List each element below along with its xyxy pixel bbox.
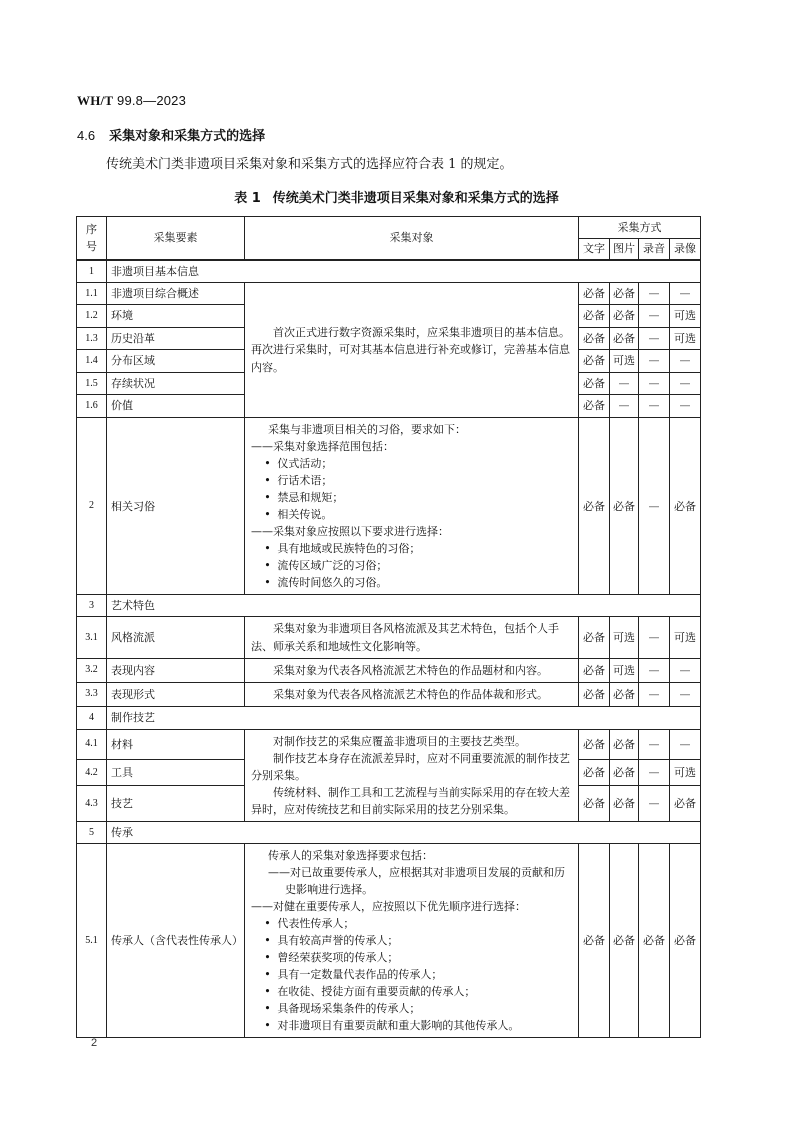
mode-cell: 必备 [579,658,610,682]
row-element: 非遗项目综合概述 [107,283,245,305]
standard-code-prefix: WH/T [77,93,114,108]
row-element: 工具 [107,759,245,786]
row-seq: 4.1 [77,729,107,759]
object-text: 采集对象为代表各风格流派艺术特色的作品题材和内容。 [273,663,548,677]
header-object: 采集对象 [245,217,579,260]
object-bullet: • 具备现场采集条件的传承人； [251,1000,572,1017]
mode-cell: 必备 [579,617,610,658]
mode-cell: 必备 [579,729,610,759]
mode-cell: 必备 [610,759,639,786]
clause-number: 4.6 [77,128,96,143]
mode-cell: 必备 [610,843,639,1038]
object-dash-item [251,523,572,540]
row-object [245,617,579,658]
table-row [77,729,701,759]
table-row [77,682,701,706]
body-paragraph: 传统美术门类非遗项目采集对象和采集方式的选择应符合表 1 的规定。 [106,157,513,172]
row-seq: 3 [77,595,107,617]
object-intro: 传承人的采集对象选择要求包括： [268,848,434,862]
mode-cell: — [639,658,670,682]
mode-cell: — [639,729,670,759]
section-title: 传承 [107,821,701,843]
table-row [77,617,701,658]
mode-cell: 可选 [610,617,639,658]
mode-cell: 必备 [610,729,639,759]
table-row [77,418,701,595]
object-dash-item [251,864,572,898]
mode-cell: 必备 [579,350,610,373]
header-mode: 采集方式 [579,217,701,239]
object-text: 对制作技艺的采集应覆盖非遗项目的主要技艺类型。 [273,734,526,748]
object-dash-item [251,898,572,915]
row-object [245,658,579,682]
object-bullet: • 行话术语； [251,472,572,489]
mode-cell: 必备 [610,283,639,305]
mode-cell: 必备 [579,759,610,786]
object-bullet: • 禁忌和规矩； [251,489,572,506]
table-row [77,658,701,682]
table-row [77,843,701,1038]
mode-cell: — [610,395,639,418]
mode-cell: 必备 [579,418,610,595]
header-mode-audio: 录音 [639,239,670,260]
object-text: 传统材料、制作工具和工艺流程与当前实际采用的存在较大差异时，应对传统技艺和目前实际采用的技艺分别采集。 [251,785,570,816]
row-element: 分布区域 [107,350,245,373]
row-seq: 4.3 [77,786,107,821]
object-bullet: • 曾经荣获奖项的传承人； [251,949,572,966]
mode-cell: — [639,786,670,821]
header-seq: 序号 [77,217,107,260]
header-element: 采集要素 [107,217,245,260]
object-bullet: • 具有较高声誉的传承人； [251,932,572,949]
mode-cell: 必备 [610,418,639,595]
row-seq: 1 [77,260,107,283]
object-dash-text: 对已故重要传承人，应根据其对非遗项目发展的贡献和历史影响进行选择。 [285,865,566,896]
mode-cell: — [670,658,701,682]
mode-cell: 必备 [579,843,610,1038]
row-seq: 1.6 [77,395,107,418]
object-text: 制作技艺本身存在流派差异时，应对不同重要流派的制作技艺分别采集。 [251,751,570,782]
row-element: 技艺 [107,786,245,821]
row-seq: 1.4 [77,350,107,373]
mode-cell: 必备 [579,328,610,350]
section-row [77,706,701,729]
mode-cell: 可选 [670,305,701,328]
object-bullet: • 流传区域广泛的习俗； [251,557,572,574]
page-number: 2 [91,1037,98,1049]
mode-cell: 必备 [610,305,639,328]
section-title: 非遗项目基本信息 [107,260,701,283]
mode-cell: 必备 [610,328,639,350]
section-row [77,260,701,283]
table-row [77,283,701,305]
mode-cell: 可选 [670,617,701,658]
object-text: 采集对象为非遗项目各风格流派及其艺术特色，包括个人手法、师承关系和地域性文化影响等。 [251,622,559,653]
table-number: 表 1 [234,191,261,206]
mode-cell: — [670,682,701,706]
object-bullet: • 在收徒、授徒方面有重要贡献的传承人； [251,983,572,1000]
mode-cell: 必备 [610,682,639,706]
mode-cell: 可选 [670,328,701,350]
mode-cell: 必备 [639,843,670,1038]
clause-heading [77,125,265,144]
mode-cell: — [670,395,701,418]
standard-code [77,93,186,109]
row-seq: 1.2 [77,305,107,328]
object-bullet: • 对非遗项目有重要贡献和重大影响的其他传承人。 [251,1017,572,1034]
mode-cell: 必备 [579,395,610,418]
object-dash-text: 采集对象选择范围包括： [273,440,394,454]
row-element: 风格流派 [107,617,245,658]
row-element: 相关习俗 [107,418,245,595]
mode-cell: — [639,305,670,328]
row-seq: 1.3 [77,328,107,350]
mode-cell: 必备 [579,373,610,395]
mode-cell: — [670,729,701,759]
mode-cell: — [639,395,670,418]
mode-cell: — [639,759,670,786]
row-seq: 1.5 [77,373,107,395]
mode-cell: 必备 [670,843,701,1038]
mode-cell: 必备 [670,418,701,595]
object-bullet: • 相关传说。 [251,506,572,523]
object-bullet: • 流传时间悠久的习俗。 [251,574,572,591]
row-object [245,418,579,595]
object-dash-item [251,438,572,455]
mode-cell: 必备 [579,786,610,821]
mode-cell: — [639,283,670,305]
clause-title: 采集对象和采集方式的选择 [109,129,266,144]
mode-cell: — [670,283,701,305]
section-title: 艺术特色 [107,595,701,617]
header-mode-video: 录像 [670,239,701,260]
row-object [245,682,579,706]
mode-cell: 必备 [579,283,610,305]
mode-cell: — [639,350,670,373]
mode-cell: 必备 [579,305,610,328]
object-dash-text: 对健在重要传承人，应按照以下优先顺序进行选择： [273,900,526,914]
object-dash-text: 采集对象应按照以下要求进行选择： [273,525,449,539]
mode-cell: 必备 [610,786,639,821]
mode-cell: — [610,373,639,395]
section-title: 制作技艺 [107,706,701,729]
row-element: 表现形式 [107,682,245,706]
object-bullet: • 具有一定数量代表作品的传承人； [251,966,572,983]
row-element: 历史沿革 [107,328,245,350]
selection-table [76,216,701,1038]
row-element: 材料 [107,729,245,759]
mode-cell: — [639,328,670,350]
mode-cell: — [670,350,701,373]
row-element: 传承人（含代表性传承人） [107,843,245,1038]
row-object [245,843,579,1038]
object-intro: 采集与非遗项目相关的习俗，要求如下： [268,423,467,436]
object-text: 采集对象为代表各风格流派艺术特色的作品体裁和形式。 [273,687,548,701]
row-element: 价值 [107,395,245,418]
row-seq: 4 [77,706,107,729]
mode-cell: 必备 [670,786,701,821]
mode-cell: — [639,373,670,395]
row-seq: 3.3 [77,682,107,706]
row-seq: 1.1 [77,283,107,305]
row-seq: 3.2 [77,658,107,682]
mode-cell: 可选 [670,759,701,786]
row-object [245,283,579,418]
mode-cell: 可选 [610,658,639,682]
mode-cell: — [639,418,670,595]
object-bullet: • 代表性传承人； [251,915,572,932]
row-element: 环境 [107,305,245,328]
row-object [245,729,579,821]
row-seq: 2 [77,418,107,595]
object-bullet: • 仪式活动； [251,455,572,472]
header-mode-text: 文字 [579,239,610,260]
row-seq: 5.1 [77,843,107,1038]
mode-cell: — [639,682,670,706]
mode-cell: 必备 [579,682,610,706]
mode-cell: 可选 [610,350,639,373]
mode-cell: — [670,373,701,395]
section-row [77,821,701,843]
header-mode-image: 图片 [610,239,639,260]
mode-cell: — [639,617,670,658]
table-title: 传统美术门类非遗项目采集对象和采集方式的选择 [272,191,559,206]
row-seq: 5 [77,821,107,843]
row-seq: 3.1 [77,617,107,658]
object-text: 首次正式进行数字资源采集时，应采集非遗项目的基本信息。再次进行采集时，可对其基本信息进行补充或修订，完善基本信息内容。 [251,326,570,374]
object-bullet: • 具有地域或民族特色的习俗； [251,540,572,557]
row-element: 存续状况 [107,373,245,395]
section-row [77,595,701,617]
row-seq: 4.2 [77,759,107,786]
table-caption [0,187,793,206]
standard-code-number: 99.8—2023 [117,93,187,108]
row-element: 表现内容 [107,658,245,682]
